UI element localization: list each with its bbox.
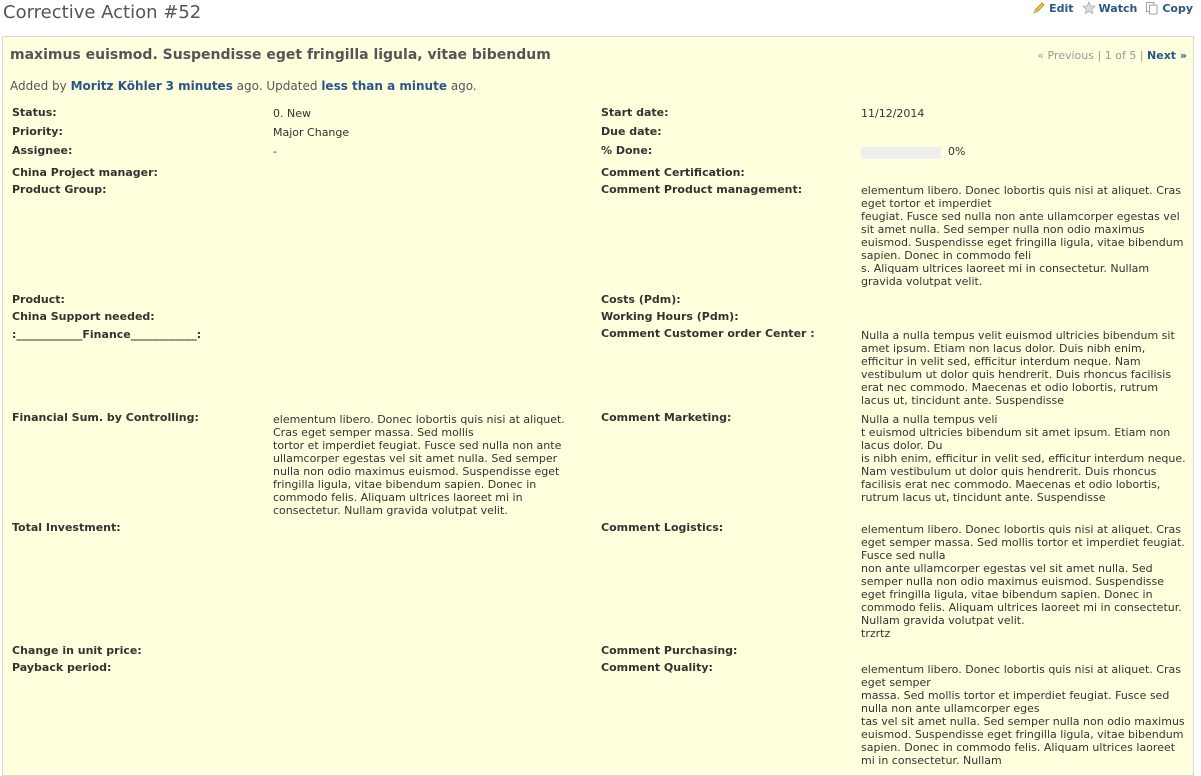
comment-logistics-value: elementum libero. Donec lobortis quis nisi at aliquet. Cras eget semper massa. Sed mollis tortor et imperdiet feugiat. Fusce sed nulla non ante ullamcorper egestas vel sit amet nulla. Sed semper nulla non odio maximus euismod. Suspendisse eget fringilla ligula, vitae bibendum sapien. Donec in commodo felis. Aliquam ultrices laoreet mi in consectetur. Nullam gravida volutpat velit. trzrtz: [861, 523, 1185, 640]
priority-value: Major Change: [273, 126, 350, 139]
watch-link[interactable]: [1082, 1, 1138, 15]
china-support-needed-label: China Support needed:: [12, 310, 155, 323]
comment-marketing-label: Comment Marketing:: [601, 411, 732, 424]
status-value: 0. New: [273, 107, 311, 120]
start-date-label: Start date:: [601, 106, 669, 119]
copy-label: Copy: [1162, 1, 1193, 15]
issue-pager: [1037, 49, 1187, 62]
added-by-text: Added by: [10, 79, 67, 93]
author-link[interactable]: Moritz Köhler: [70, 79, 162, 93]
due-date-label: Due date:: [601, 125, 662, 138]
change-in-unit-price-label: Change in unit price:: [12, 644, 142, 657]
comment-quality-value: elementum libero. Donec lobortis quis nisi at aliquet. Cras eget semper massa. Sed mollis tortor et imperdiet feugiat. Fusce sed nulla non ante ullamcorper eges tas vel sit amet nulla. Sed semper nulla non odio maximus euismod. Suspendisse eget fringilla ligula, vitae bibendum sapien. Donec in commodo felis. Aliquam ultrices laoreet mi in consectetur. Nullam: [861, 663, 1185, 767]
issue-details: [2, 36, 1194, 776]
comment-product-management-label: Comment Product management:: [601, 183, 803, 196]
finance-separator-label: :____________Finance____________:: [12, 328, 202, 341]
updated-text: ago. Updated: [236, 79, 318, 93]
copy-icon: [1145, 1, 1159, 15]
watch-label: Watch: [1098, 1, 1138, 15]
start-date-value: 11/12/2014: [861, 107, 925, 120]
comment-logistics-label: Comment Logistics:: [601, 521, 724, 534]
comment-customer-order-center-value: Nulla a nulla tempus velit euismod ultricies bibendum sit amet ipsum. Etiam non lacus dolor. Duis nibh enim, efficitur in velit sed, efficitur interdum neque. Nam vestibulum ut dolor quis hendrerit. Duis rhoncus facilisis erat nec commodo. Maecenas et odio lobortis, rutrum lacus ut, tincidunt ante. Suspendisse: [861, 329, 1175, 407]
created-time-link[interactable]: 3 minutes: [165, 79, 233, 93]
pager-separator: |: [1097, 49, 1102, 62]
ago-text: ago.: [450, 79, 477, 93]
edit-label: Edit: [1049, 1, 1074, 15]
comment-certification-label: Comment Certification:: [601, 166, 745, 179]
comment-marketing-value: Nulla a nulla tempus veli t euismod ultricies bibendum sit amet ipsum. Etiam non lacus dolor. Du is nibh enim, efficitur in velit sed, efficitur interdum neque. Nam vestibulum ut dolor quis hendrerit. Duis rhoncus facilisis erat nec commodo. Maecenas et odio lobortis, rutrum lacus ut, tincidunt ante. Suspendisse: [861, 413, 1186, 504]
previous-link[interactable]: « Previous: [1037, 49, 1094, 62]
issue-author-line: [10, 79, 477, 93]
pager-position: 1 of 5: [1104, 49, 1137, 62]
pager-separator-2: |: [1139, 49, 1144, 62]
comment-purchasing-label: Comment Purchasing:: [601, 644, 738, 657]
total-investment-label: Total Investment:: [12, 521, 121, 534]
product-label: Product:: [12, 293, 65, 306]
priority-label: Priority:: [12, 125, 63, 138]
percent-done-label: % Done:: [601, 144, 653, 157]
china-project-manager-label: China Project manager:: [12, 166, 158, 179]
next-link[interactable]: Next »: [1147, 49, 1187, 62]
payback-period-label: Payback period:: [12, 661, 112, 674]
percent-done-value: 0%: [948, 145, 966, 158]
costs-pdm-label: Costs (Pdm):: [601, 293, 681, 306]
contextual-actions: [1024, 1, 1193, 15]
page-title: Corrective Action #52: [3, 2, 202, 23]
edit-link[interactable]: [1032, 1, 1073, 15]
product-group-label: Product Group:: [12, 183, 107, 196]
issue-subject: maximus euismod. Suspendisse eget fringilla ligula, vitae bibendum: [10, 47, 551, 63]
copy-link[interactable]: [1145, 1, 1193, 15]
star-icon: [1082, 1, 1096, 15]
assignee-value: -: [273, 145, 277, 158]
status-label: Status:: [12, 106, 57, 119]
pencil-icon: [1032, 1, 1046, 15]
financial-sum-value: elementum libero. Donec lobortis quis nisi at aliquet. Cras eget semper massa. Sed mollis tortor et imperdiet feugiat. Fusce sed nulla non ante ullamcorper egestas vel sit amet nulla. Sed semper nulla non odio maximus euismod. Suspendisse eget fringilla ligula, vitae bibendum sapien. Donec in commodo felis. Aliquam ultrices laoreet mi in consectetur. Nullam gravida volutpat velit.: [273, 413, 565, 517]
financial-sum-label: Financial Sum. by Controlling:: [12, 411, 199, 424]
comment-customer-order-center-label: Comment Customer order Center :: [601, 327, 815, 340]
assignee-label: Assignee:: [12, 144, 73, 157]
updated-time-link[interactable]: less than a minute: [321, 79, 447, 93]
comment-quality-label: Comment Quality:: [601, 661, 713, 674]
comment-product-management-value: elementum libero. Donec lobortis quis nisi at aliquet. Cras eget tortor et imperdiet feugiat. Fusce sed nulla non ante ullamcorper egestas vel sit amet nulla. Sed semper nulla non odio maximus euismod. Suspendisse eget fringilla ligula, vitae bibendum sapien. Donec in commodo feli s. Aliquam ultrices laoreet mi in consectetur. Nullam gravida volutpat velit.: [861, 184, 1184, 288]
working-hours-pdm-label: Working Hours (Pdm):: [601, 310, 739, 323]
progress-bar: [861, 147, 941, 159]
